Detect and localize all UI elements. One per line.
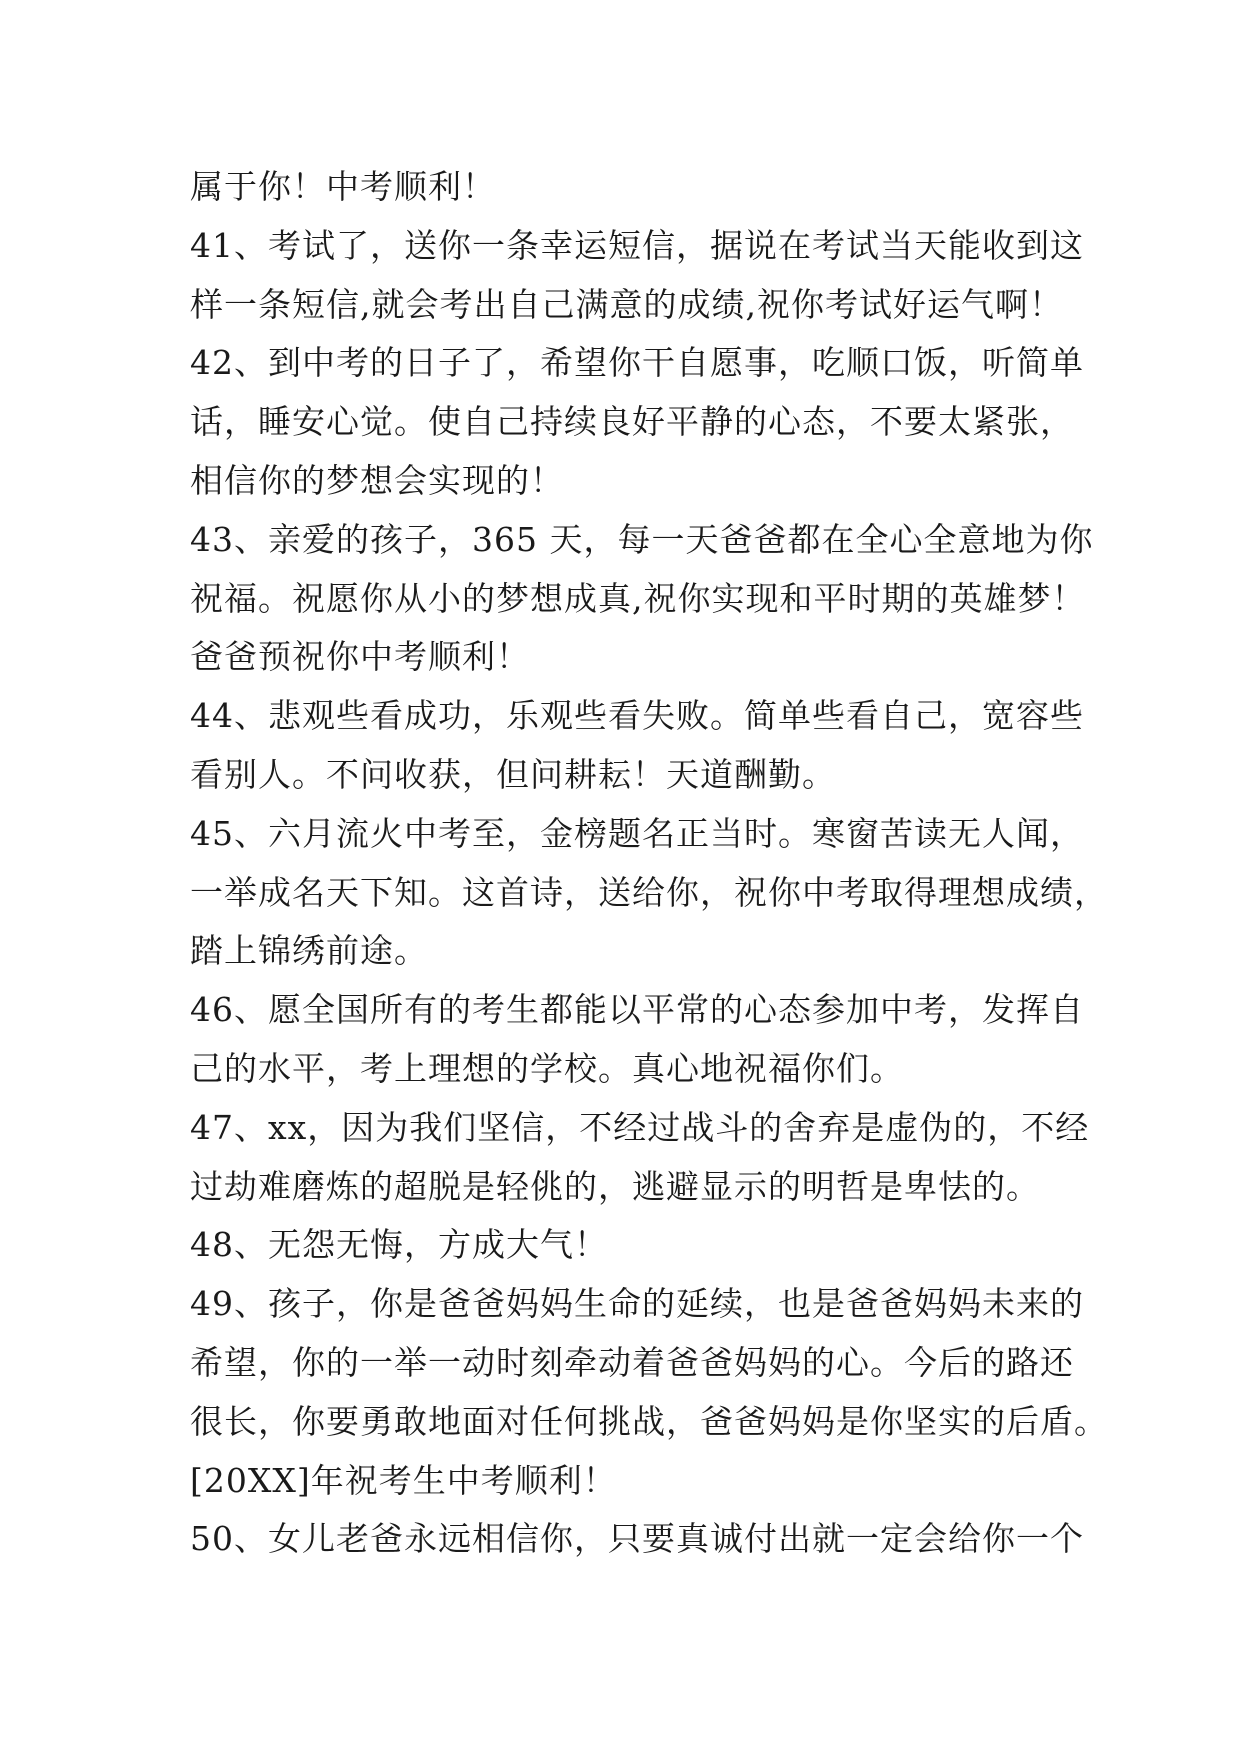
text-line: 祝福。祝愿你从小的梦想成真,祝你实现和平时期的英雄梦！	[190, 578, 1086, 618]
text-line: 属于你！中考顺利！	[190, 167, 496, 206]
text-line: 45、六月流火中考至，金榜题名正当时。寒窗苦读无人闻，	[190, 813, 1084, 853]
text-line: 踏上锦绣前途。	[190, 931, 428, 971]
text-line: 44、悲观些看成功，乐观些看失败。简单些看自己，宽容些	[190, 696, 1084, 736]
text-line: 42、到中考的日子了，希望你干自愿事，吃顺口饭，听简单	[190, 343, 1084, 383]
text-line: 50、女儿老爸永远相信你，只要真诚付出就一定会给你一个	[190, 1519, 1084, 1559]
text-line: 过劫难磨炼的超脱是轻佻的，逃避显示的明哲是卑怯的。	[190, 1166, 1040, 1206]
text-line: 46、愿全国所有的考生都能以平常的心态参加中考，发挥自	[190, 990, 1084, 1030]
text-line: 看别人。不问收获，但问耕耘！天道酬勤。	[190, 754, 836, 794]
text-line: 样一条短信,就会考出自己满意的成绩,祝你考试好运气啊！	[190, 284, 1063, 324]
text-line: 希望，你的一举一动时刻牵动着爸爸妈妈的心。今后的路还	[190, 1342, 1074, 1382]
text-line: 己的水平，考上理想的学校。真心地祝福你们。	[190, 1048, 904, 1088]
text-line: [20XX]年祝考生中考顺利！	[190, 1460, 617, 1500]
document-body	[190, 158, 1108, 1569]
text-line: 47、xx，因为我们坚信，不经过战斗的舍弃是虚伪的，不经	[190, 1107, 1090, 1147]
text-line: 一举成名天下知。这首诗，送给你，祝你中考取得理想成绩，	[190, 872, 1108, 912]
text-line: 48、无怨无悔，方成大气！	[190, 1225, 608, 1265]
text-line: 49、孩子，你是爸爸妈妈生命的延续，也是爸爸妈妈未来的	[190, 1284, 1084, 1324]
text-line: 43、亲爱的孩子，365 天，每一天爸爸都在全心全意地为你	[190, 519, 1094, 559]
text-line: 话，睡安心觉。使自己持续良好平静的心态，不要太紧张，	[190, 402, 1074, 442]
text-line: 41、考试了，送你一条幸运短信，据说在考试当天能收到这	[190, 225, 1084, 265]
text-line: 爸爸预祝你中考顺利！	[190, 637, 530, 677]
text-line: 很长，你要勇敢地面对任何挑战，爸爸妈妈是你坚实的后盾。	[190, 1401, 1108, 1441]
text-line: 相信你的梦想会实现的！	[190, 460, 564, 500]
